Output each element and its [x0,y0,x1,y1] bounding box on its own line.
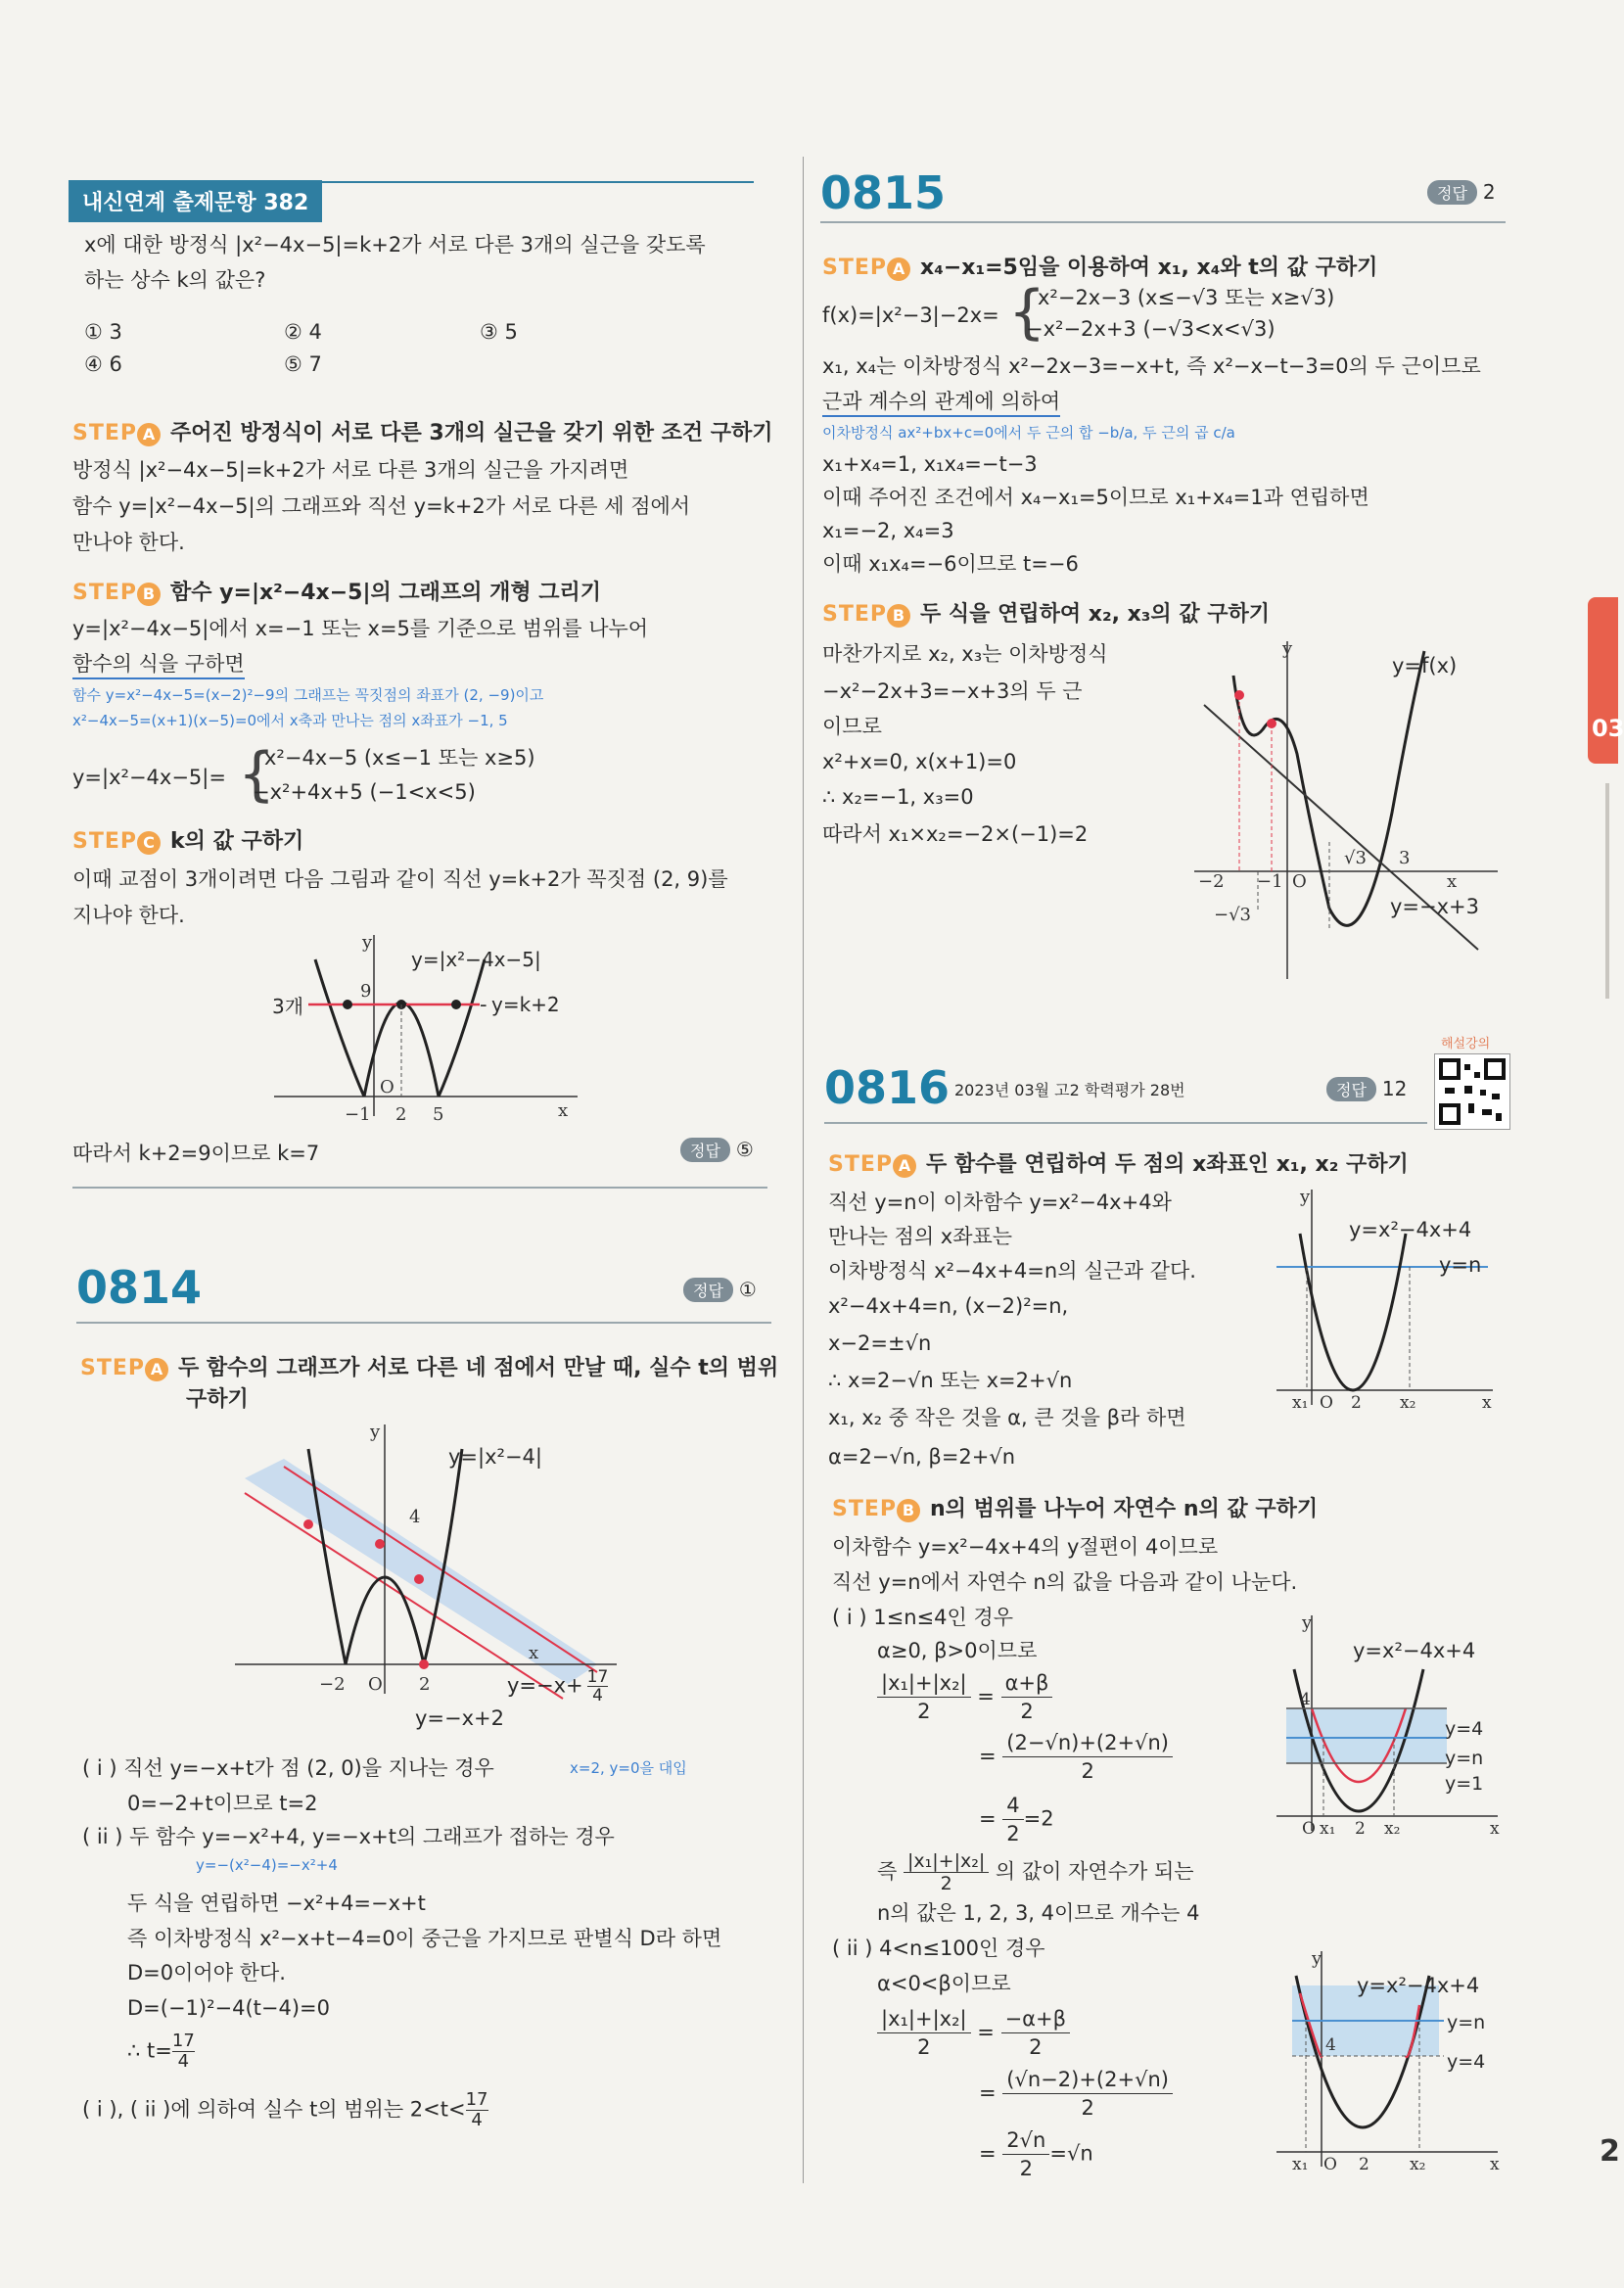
p0815-line-6: 이때 x₁x₄=−6이므로 t=−6 [822,552,1079,576]
g0816a-tick-x1: x₁ [1292,1393,1309,1413]
g0815-tick-sqrt3: √3 [1344,848,1367,868]
p0815-vieta-note: 이차방정식 ax²+bx+c=0에서 두 근의 합 −b/a, 두 근의 곱 c/a [822,424,1235,442]
g0814-curve-label: y=|x²−4| [448,1445,542,1469]
answer-0816: 정답 12 [1326,1077,1407,1101]
step-c-final: 따라서 k+2=9이므로 k=7 [72,1142,320,1165]
p0816-a3: 이차방정식 x²−4x+4=n의 실근과 같다. [828,1259,1196,1283]
case-ii-line-2: 두 식을 연립하면 −x²+4=−x+t [127,1891,426,1915]
g0816b-tick-x1: x₁ [1320,1819,1336,1839]
answer-pill: 정답 [1326,1077,1376,1101]
g0816b-tick-2: 2 [1355,1819,1366,1839]
g1-tick-neg1: −1 [345,1104,371,1125]
answer-382: 정답 ⑤ [680,1138,754,1162]
p0815-line-3: x₁+x₄=1, x₁x₄=−t−3 [822,452,1038,476]
f-piecewise-brace: { [1008,278,1046,347]
p0816-b2: 직선 y=n에서 자연수 n의 값을 다음과 같이 나눈다. [832,1570,1298,1594]
p0816-c4: = $\frac{(2-√n)+(2+√n)}{2}$ [979,1729,1173,1785]
g0816a-line-label: y=n [1439,1253,1482,1277]
g0814-line1-label: y=−x+ $\frac{17}{4}$ [507,1667,609,1705]
step-a-badge: A [137,423,161,446]
case-ii-line-3: 즉 이차방정식 x²−x+t−4=0이 중근을 가지므로 판별식 D라 하면 [127,1927,722,1950]
g0815-tick-negsqrt3: −√3 [1214,905,1252,925]
g0814-tick-y: y [370,1422,381,1442]
p0816-step-a-heading: STEP A 두 함수를 연립하여 두 점의 x좌표인 x₁, x₂ 구하기 [828,1152,1409,1177]
g0814-tick-neg2: −2 [319,1674,346,1695]
p0816-a2: 만나는 점의 x좌표는 [828,1225,1013,1248]
choice-4: ④ 6 [84,352,122,376]
g0816c-curve-label: y=x²−4x+4 [1357,1974,1480,1997]
p0815-m2: −x²−2x+3=−x+3의 두 근 [822,679,1083,703]
case-ii-line-4: D=0이어야 한다. [127,1961,286,1984]
piecewise-case-2: −x²+4x+5 (−1<x<5) [253,780,476,804]
graph-0815 [1184,636,1508,989]
g1-tick-y: y [362,932,373,953]
case-ii-line-1: ( ii ) 두 함수 y=−x²+4, y=−x+t의 그래프가 접하는 경우 [82,1825,615,1848]
p0816-d5: = $\frac{2√n}{2}$ =√n [979,2128,1093,2180]
g0816b-tick-4: 4 [1300,1690,1311,1709]
problem-number-0815: 0815 [820,166,947,219]
step-b-badge: B [897,1499,920,1522]
g0814-line2-label: y=−x+2 [415,1706,505,1730]
choice-5: ⑤ 7 [284,352,322,376]
step-a-heading: STEP A 주어진 방정식이 서로 다른 3개의 실근을 갖기 위한 조건 구하기 [72,421,773,445]
step-c-line-1: 이때 교점이 3개이려면 다음 그림과 같이 직선 y=k+2가 꼭짓점 (2, 9)를 [72,867,728,891]
g0816c-tick-y: y [1312,1948,1322,1969]
g0814-tick-x: x [529,1643,539,1663]
g1-origin: O [380,1077,394,1097]
g0816b-tick-x2: x₂ [1384,1819,1401,1839]
g0814-origin: O [368,1674,383,1695]
choice-3: ③ 5 [480,320,518,344]
p0816-b1: 이차함수 y=x²−4x+4의 y절편이 4이므로 [832,1535,1219,1559]
step-b-line-1: y=|x²−4x−5|에서 x=−1 또는 x=5를 기준으로 범위를 나누어 [72,617,649,640]
g1-line-arrow: - [480,993,487,1016]
answer-pill: 정답 [1427,180,1477,205]
p0816-c6: 즉 $\frac{\text{|x₁|+|x₂|}}{2}$ 의 값이 자연수가 되는 [877,1850,1194,1894]
p0815-m4: x²+x=0, x(x+1)=0 [822,750,1017,773]
g0815-f-label: y=f(x) [1392,654,1458,677]
piecewise-lhs: y=|x²−4x−5|= [72,766,226,789]
step-a-line-1: 방정식 |x²−4x−5|=k+2가 서로 다른 3개의 실근을 가지려면 [72,458,629,482]
case-i-line-2: 0=−2+t이므로 t=2 [127,1792,318,1815]
g0816c-tick-x: x [1490,2155,1500,2174]
p0815-line-1: x₁, x₄는 이차방정식 x²−2x−3=−x+t, 즉 x²−x−t−3=0의 두 근이므로 [822,354,1481,378]
qr-pattern [1435,1054,1509,1129]
g0816b-origin: O [1302,1819,1316,1839]
column-divider [803,157,804,2183]
chapter-side-tab [1588,597,1624,764]
g1-tick-5: 5 [433,1104,444,1125]
divider-0815 [820,221,1506,223]
case-i-line-1: ( i ) 직선 y=−x+t가 점 (2, 0)을 지나는 경우 [82,1756,494,1780]
tag-divider [69,181,754,183]
p0816-d4: = $\frac{(√n-2)+(2+√n)}{2}$ [979,2066,1173,2122]
g1-label-9: 9 [360,981,372,1002]
p0816-a1: 직선 y=n이 이차함수 y=x²−4x+4와 [828,1191,1172,1214]
conclusion-0814: ( i ), ( ii )에 의하여 실수 t의 범위는 2<t< $\frac{17}{4}$ [82,2089,488,2130]
page-number: 2 [1600,2134,1620,2169]
p0815-step-b-heading: STEP B 두 식을 연립하여 x₂, x₃의 값 구하기 [822,602,1271,627]
g0815-tick-x: x [1447,871,1458,892]
p0816-a5: x−2=±√n [828,1331,932,1355]
g0816a-tick-x2: x₂ [1400,1393,1416,1413]
g1-line-label: y=k+2 [491,993,560,1016]
divider-382 [72,1187,767,1189]
related-question-tag: 내신연계 출제문항 382 [69,180,322,222]
p0816-a4: x²−4x+4=n, (x−2)²=n, [828,1294,1069,1318]
p0816-source: 2023년 03월 고2 학력평가 28번 [954,1081,1185,1099]
qr-label: 해설강의 [1441,1037,1491,1051]
g0816c-origin: O [1323,2155,1337,2174]
step-a-badge: A [145,1358,168,1381]
g0814-tick-4: 4 [409,1507,421,1527]
answer-0815: 정답 2 [1427,180,1496,205]
f-case-2: −x²−2x+3 (−√3<x<√3) [1026,317,1276,341]
g0816b-curve-label: y=x²−4x+4 [1353,1639,1476,1662]
answer-pill: 정답 [683,1278,733,1302]
p0816-d1: ( ii ) 4<n≤100인 경우 [832,1937,1045,1960]
g0816c-label-y4: y=4 [1447,2051,1486,2073]
p0816-c1: ( i ) 1≤n≤4인 경우 [832,1606,1014,1629]
choice-2: ② 4 [284,320,322,344]
p0815-m6: 따라서 x₁×x₂=−2×(−1)=2 [822,822,1089,846]
g0816b-tick-y: y [1302,1612,1313,1633]
chapter-side-decor [1605,783,1609,999]
step-b-badge: B [887,604,910,628]
p0815-line-5: x₁=−2, x₄=3 [822,519,954,542]
g0816c-tick-2: 2 [1359,2155,1369,2174]
g0816b-label-y1: y=1 [1445,1773,1484,1795]
p0816-step-b-heading: STEP B n의 범위를 나누어 자연수 n의 값 구하기 [832,1497,1319,1521]
choice-1: ① 3 [84,320,122,344]
answer-0814: 정답 ① [683,1278,757,1302]
step-b-note-1: 함수 y=x²−4x−5=(x−2)²−9의 그래프는 꼭짓점의 좌표가 (2, −9)이고 [72,686,544,704]
step-c-badge: C [137,831,161,855]
step-b-note-2: x²−4x−5=(x+1)(x−5)=0에서 x축과 만나는 점의 x좌표가 −1, 5 [72,712,508,729]
g0815-tick-3: 3 [1399,848,1411,868]
piecewise-case-1: x²−4x−5 (x≤−1 또는 x≥5) [264,746,535,770]
g0816b-label-yn: y=n [1445,1748,1484,1769]
step-a-badge: A [893,1154,916,1178]
g0815-tick-y: y [1282,638,1293,659]
f-case-1: x²−2x−3 (x≤−√3 또는 x≥√3) [1038,286,1335,309]
p0814-step-a-heading-2: 구하기 [186,1387,249,1412]
g1-tick-x: x [558,1100,569,1121]
step-c-line-2: 지나야 한다. [72,904,185,927]
g0815-line-label: y=−x+3 [1390,895,1480,918]
p0815-m1: 마찬가지로 x₂, x₃는 이차방정식 [822,642,1108,666]
step-b-heading: STEP B 함수 y=|x²−4x−5|의 그래프의 개형 그리기 [72,581,602,605]
g0816c-tick-x1: x₁ [1292,2155,1309,2174]
question-line-2: 하는 상수 k의 값은? [84,268,266,292]
qr-code[interactable] [1434,1037,1510,1130]
g0816a-tick-2: 2 [1351,1393,1362,1413]
step-b-badge: B [137,583,161,606]
g0816c-tick-x2: x₂ [1410,2155,1426,2174]
g0815-tick-neg2: −2 [1198,871,1225,892]
p0816-c5: = $\frac{4}{2}$ =2 [979,1794,1054,1845]
chapter-side-tab-label: 03 [1592,715,1624,742]
g0816a-curve-label: y=x²−4x+4 [1349,1218,1472,1241]
question-line-1: x에 대한 방정식 |x²−4x−5|=k+2가 서로 다른 3개의 실근을 갖도록 [84,233,706,257]
case-ii-line-5: D=(−1)²−4(t−4)=0 [127,1996,331,2020]
p0816-c7: n의 값은 1, 2, 3, 4이므로 개수는 4 [877,1901,1200,1925]
p0815-m5: ∴ x₂=−1, x₃=0 [822,785,974,809]
g0816b-label-y4: y=4 [1445,1718,1484,1740]
p0815-step-a-heading: STEP A x₄−x₁=5임을 이용하여 x₁, x₄와 t의 값 구하기 [822,256,1378,280]
divider-0814 [76,1322,771,1324]
problem-number-0816: 0816 [824,1061,951,1114]
divider-0816 [824,1122,1427,1124]
p0815-line-4: 이때 주어진 조건에서 x₄−x₁=5이므로 x₁+x₄=1과 연립하면 [822,486,1369,509]
problem-number-0814: 0814 [76,1261,203,1314]
p0816-d3: $\frac{\text{|x₁|+|x₂|}}{2}$ = $\frac{-\alpha+\beta}{2}$ [877,2005,1070,2061]
step-a-line-3: 만나야 한다. [72,531,185,554]
p0816-d2: α<0<β이므로 [877,1972,1011,1995]
step-b-line-2: 함수의 식을 구하면 [72,650,245,679]
g1-count-label: 3개 [272,995,304,1018]
case-ii-line-6: ∴ t= $\frac{17}{4}$ [127,2031,195,2072]
g1-tick-2: 2 [395,1104,407,1125]
step-a-line-2: 함수 y=|x²−4x−5|의 그래프와 직선 y=k+2가 서로 다른 세 점에서 [72,494,691,518]
p0815-line-2: 근과 계수의 관계에 의하여 [822,388,1060,417]
p0814-step-a-heading: STEP A 두 함수의 그래프가 서로 다른 네 점에서 만날 때, 실수 t의 범위 [80,1356,779,1380]
p0816-a8: α=2−√n, β=2+√n [828,1445,1016,1469]
g0814-tick-2: 2 [419,1674,431,1695]
g0815-origin: O [1292,871,1307,892]
step-a-badge: A [887,257,910,281]
p0816-a6: ∴ x=2−√n 또는 x=2+√n [828,1369,1073,1392]
g0816a-tick-x: x [1482,1393,1492,1413]
case-i-note: x=2, y=0을 대입 [570,1759,687,1777]
case-ii-note: y=−(x²−4)=−x²+4 [196,1856,338,1874]
p0816-c3: $\frac{\text{|x₁|+|x₂|}}{2}$ = $\frac{\alpha+\beta}{2}$ [877,1669,1052,1725]
p0815-m3: 이므로 [822,715,882,738]
g0815-tick-neg1: −1 [1257,871,1283,892]
step-c-heading: STEP C k의 값 구하기 [72,829,304,854]
f-piecewise-lhs: f(x)=|x²−3|−2x= [822,304,999,327]
g1-curve-label: y=|x²−4x−5| [411,948,541,971]
answer-pill: 정답 [680,1138,730,1162]
g0816c-label-yn: y=n [1447,2012,1486,2033]
g0816a-tick-y: y [1300,1187,1311,1207]
piecewise-brace: { [238,740,276,809]
p0816-c2: α≥0, β>0이므로 [877,1639,1038,1662]
g0816c-tick-4: 4 [1325,2035,1336,2055]
p0816-a7: x₁, x₂ 중 작은 것을 α, 큰 것을 β라 하면 [828,1406,1186,1429]
g0816a-origin: O [1320,1393,1333,1413]
g0816b-tick-x: x [1490,1819,1500,1839]
